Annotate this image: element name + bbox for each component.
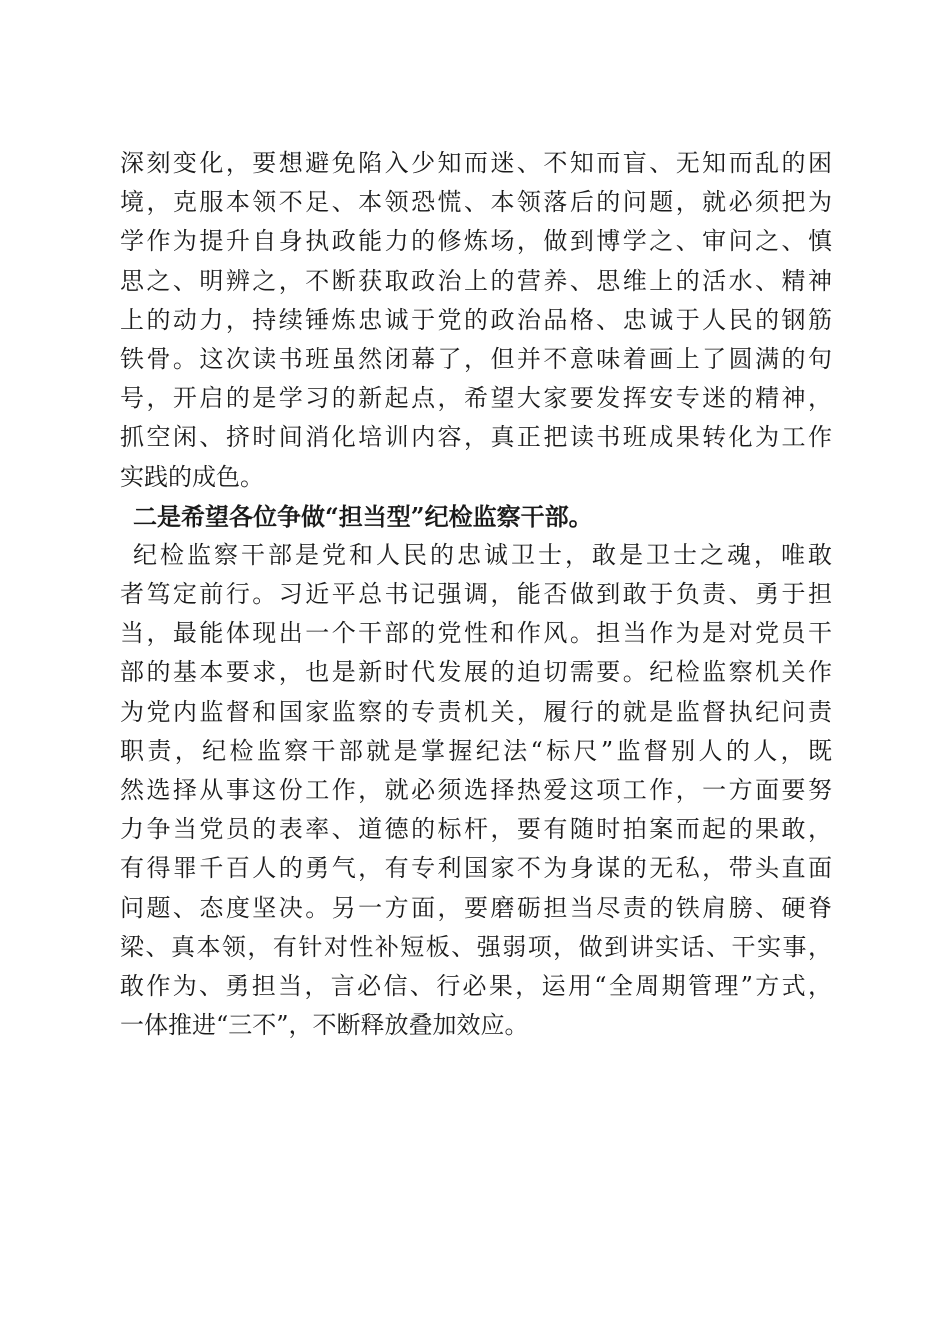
paragraph-line: 梁、真本领，有针对性补短板、强弱项，做到讲实话、干实事， xyxy=(120,932,832,961)
paragraph-line: 然选择从事这份工作，就必须选择热爱这项工作，一方面要努 xyxy=(120,776,832,804)
paragraph-line: 号，开启的是学习的新起点，希望大家要发挥安专迷的精神， xyxy=(120,384,832,413)
paragraph-line: 职责，纪检监察干部就是掌握纪法“标尺”监督别人的人，既 xyxy=(120,736,832,765)
section-heading: 二是希望各位争做“担当型”纪检监察干部。 xyxy=(133,501,593,531)
paragraph-line: 思之、明辨之，不断获取政治上的营养、思维上的活水、精神 xyxy=(120,266,832,295)
paragraph-line: 力争当党员的表率、道德的标杆，要有随时拍案而起的果敢， xyxy=(120,815,832,844)
paragraph-line: 上的动力，持续锤炼忠诚于党的政治品格、忠诚于人民的钢筋 xyxy=(120,305,832,334)
paragraph-line: 纪检监察干部是党和人民的忠诚卫士，敢是卫士之魂，唯敢 xyxy=(133,540,832,569)
paragraph-line: 为党内监督和国家监察的专责机关，履行的就是监督执纪问责 xyxy=(120,697,832,726)
paragraph-line: 铁骨。这次读书班虽然闭幕了，但并不意味着画上了圆满的句 xyxy=(120,344,832,373)
paragraph-line: 当，最能体现出一个干部的党性和作风。担当作为是对党员干 xyxy=(120,619,832,648)
paragraph-line: 抓空闲、挤时间消化培训内容，真正把读书班成果转化为工作 xyxy=(120,423,832,452)
paragraph-line: 部的基本要求，也是新时代发展的迫切需要。纪检监察机关作 xyxy=(120,658,832,687)
paragraph-line: 有得罪千百人的勇气，有专利国家不为身谋的无私，带头直面 xyxy=(120,854,832,883)
paragraph-line: 问题、态度坚决。另一方面，要磨砺担当尽责的铁肩膀、硬脊 xyxy=(120,893,832,922)
paragraph-line: 者笃定前行。习近平总书记强调，能否做到敢于负责、勇于担 xyxy=(120,580,832,609)
paragraph-line: 深刻变化，要想避免陷入少知而迷、不知而盲、无知而乱的困 xyxy=(120,149,832,177)
paragraph-line: 学作为提升自身执政能力的修炼场，做到博学之、审问之、慎 xyxy=(120,227,832,256)
paragraph-line: 一体推进“三不”，不断释放叠加效应。 xyxy=(120,1011,529,1040)
paragraph-line: 敢作为、勇担当，言必信、行必果，运用“全周期管理”方式， xyxy=(120,971,832,1000)
paragraph-line: 实践的成色。 xyxy=(120,462,264,491)
document-body xyxy=(120,144,832,1045)
paragraph-line: 境，克服本领不足、本领恐慌、本领落后的问题，就必须把为 xyxy=(120,188,832,217)
